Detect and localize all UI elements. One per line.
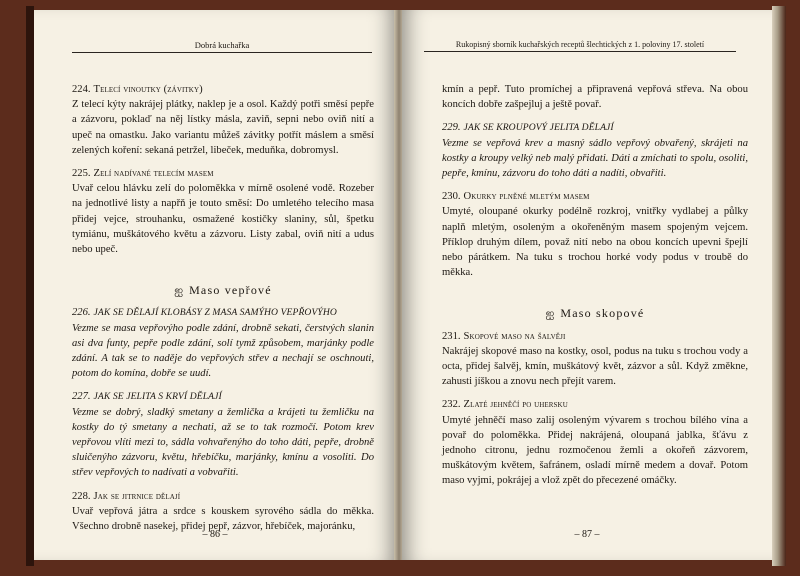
section-title: Maso skopové bbox=[560, 306, 645, 321]
recipe-title: Jak se jitrnice dělají bbox=[93, 490, 181, 502]
recipe-title: JAK SE DĚLAJÍ KLOBÁSY Z MASA SAMÝHO VEPŘOVÝHO bbox=[93, 307, 337, 319]
left-running-head: Dobrá kuchařka bbox=[72, 40, 372, 53]
left-page bbox=[34, 10, 396, 560]
recipe-number: 231. bbox=[442, 330, 461, 342]
recipe-232 bbox=[442, 397, 748, 488]
recipe-number: 228. bbox=[72, 490, 91, 502]
recipe-text: Umyté, oloupané okurky podélně rozkroj, vnitřky vydlabej a půlky naplň mletým, osoleným a okořeněným masem spojeným vejcem. Příklop druhým dílem, považ nití nebo na obou koncích upevni špejlí nebo párátkem. Na tuku s trochou horké vody podus v troubě do měkka. bbox=[442, 206, 748, 279]
recipe-225 bbox=[72, 166, 374, 257]
right-page bbox=[402, 10, 772, 560]
recipe-number: 232. bbox=[442, 399, 461, 411]
recipe-227 bbox=[72, 389, 374, 480]
recipe-text: Uvař vepřová játra a srdce s kouskem syrového sádla do měkka. Všechno drobně nasekej, přidej pepř, zázvor, hřebíček, majoránku, bbox=[72, 505, 374, 533]
recipe-text: Vezme se dobrý, sladký smetany a žemlička a krájeti tu žemličku na kostky do tý smetany a nechati, až se to tak rozmočí. Potom krev vepřovou vlíti mezi to, sádla vohvařenýho do toho dáti, pepře, drobně sluičenýho zázvoru, květu, hřebíčku, marjánky, kmínu a vosoliti. Do střev vepřových to nadívati a vobvařiti. bbox=[72, 406, 374, 479]
recipe-title: Zlaté jehněčí po uhersku bbox=[463, 399, 568, 411]
recipe-228 bbox=[72, 489, 374, 535]
section-heading-pork bbox=[72, 283, 374, 299]
recipe-number: 230. bbox=[442, 191, 461, 203]
recipe-text: Nakrájej skopové maso na kostky, osol, podus na tuku s trochou vody a octa, přidej šalvěj, kmín, muškátový květ, zázvor a sůl. Když změkne, zahusti jíškou a znovu nech přejít varem. bbox=[442, 345, 748, 388]
recipe-number: 229. bbox=[442, 122, 461, 134]
recipe-number: 225. bbox=[72, 168, 91, 180]
recipe-title: Skopové maso na šalvěji bbox=[463, 330, 566, 342]
recipe-text: Uvař celou hlávku zelí do poloměkka v mírně osolené vodě. Rozeber na jednotlivé listy a napřň je touto směsí: Do umletého telecího masa přidej vejce, strouhanku, osmažené kostičky slaniny, sůl, špetku tymiánu, muškátového květu a zázvoru. Listy zabal, oviň nití a udus nebo upeč. bbox=[72, 183, 374, 256]
recipe-text: Vezme se vepřová krev a masný sádlo vepřový obvařený, skrájeti na kostky a kroupy velký neb malý přidati. Dáti a zmíchati to spolu, osoliti, pepře, kmínu, zázvoru do toho dáti a nadíti, obvařiti. bbox=[442, 137, 748, 180]
recipe-229 bbox=[442, 120, 748, 181]
recipe-text: Vezme se masa vepřovýho podle zdání, drobně sekati, čerstvých slanin asi dva funty, pepře podle zdání, solí tymž způsobem, marjánky podle zdání. A tak se to naděje do vepřových střev a nechají se oschnouti, potom do komína, dobře se uudí. bbox=[72, 322, 374, 380]
right-page-number: – 87 – bbox=[574, 529, 600, 540]
recipe-230 bbox=[442, 189, 748, 280]
section-ornament-icon: ஐ bbox=[545, 308, 555, 321]
right-page-content bbox=[442, 82, 748, 497]
recipe-number: 224. bbox=[72, 84, 91, 95]
section-title: Maso vepřové bbox=[189, 283, 272, 298]
section-heading-mutton bbox=[442, 306, 748, 322]
recipe-226 bbox=[72, 305, 374, 381]
recipe-title: Okurky plněné mletým masem bbox=[463, 191, 590, 203]
left-page-number: – 86 – bbox=[202, 529, 228, 540]
left-page-content bbox=[72, 82, 374, 542]
recipe-231 bbox=[442, 329, 748, 390]
recipe-number: 226. bbox=[72, 307, 91, 319]
recipe-text: Umyté jehněčí maso zalij osoleným vývarem s trochou bílého vína a povař do poloměkka. Přidej nakrájená, oloupaná jablka, šťávu z jednoho citronu, jednu rozmočenou žemli a okořeň zázvorem, muškátovým květem, šafránem, osladí mírně medem a dovař. Potom maso vyjmi, pokrájej a vlož zpět do přecezené omáčky. bbox=[442, 414, 748, 487]
section-ornament-icon: ஐ bbox=[174, 285, 184, 298]
recipe-title: Zelí nadívané telecím masem bbox=[93, 168, 214, 180]
recipe-title: Telecí vinoutky (závitky) bbox=[93, 84, 203, 95]
recipe-title: JAK SE JELITA S KRVÍ DĚLAJÍ bbox=[93, 391, 222, 403]
recipe-continuation: kmín a pepř. Tuto promíchej a připravená vepřová střeva. Na obou koncích dobře zašpejluj a ještě povař. bbox=[442, 84, 748, 111]
recipe-number: 227. bbox=[72, 391, 91, 403]
right-running-head: Rukopisný sborník kuchařských receptů šlechtických z 1. poloviny 17. století bbox=[424, 40, 736, 52]
right-page-edges bbox=[772, 6, 786, 566]
left-cover-edge bbox=[26, 6, 34, 566]
recipe-text: Z telecí kýty nakrájej plátky, naklep je a osol. Každý potři směsí pepře a zázvoru, poklaď na něj lístky másla, zaviň, sepni nebo oviň nití a upeč na omastku. Jako variantu můžeš závitky potřít máslem a směsí zelených koření: sekaná petržel, libeček, meduňka, dobromysl. bbox=[72, 99, 374, 156]
recipe-title: JAK SE KROUPOVÝ JELITA DĚLAJÍ bbox=[463, 122, 614, 134]
recipe-224 bbox=[72, 82, 374, 158]
